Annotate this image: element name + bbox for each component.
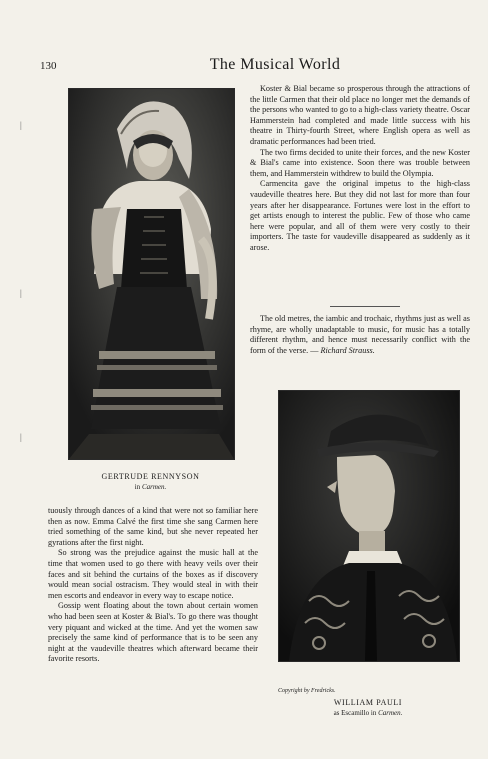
strauss-quote [250, 314, 470, 356]
caption-name: WILLIAM PAULI [333, 698, 403, 707]
portrait-woman-image [69, 89, 234, 459]
caption-name: GERTRUDE RENNYSON [101, 472, 200, 481]
quote-text: The old metres, the iambic and trochaic, rhythms just as well as rhyme, are wholly unadaptable to music, for music has a totally different rhythm, and hence must necessarily conflict with the form of the verse. — Richard Strauss. [250, 314, 470, 355]
quote-body: The old metres, the iambic and trochaic, rhythms just as well as rhyme, are wholly unadaptable to music, for music has a totally different rhythm, and hence must necessarily conflict with the form of the verse. [250, 314, 470, 355]
paragraph: Gossip went floating about the town about certain women who had been seen at Koster & Bial's. To go there was thought very piquant and wicked at the time. And yet the women saw precisely the same kind of performance that is to be seen any night at the vaudeville theatres which afterward became their favorite resorts. [48, 601, 258, 664]
running-title: The Musical World [209, 56, 341, 73]
quote-attribution: Richard Strauss. [320, 345, 375, 355]
paragraph: The two firms decided to unite their forces, and the new Koster & Bial's came into existence. Soon there was trouble between them, and Hammerstein withdrew to build the Olympia. [250, 147, 470, 178]
margin-mark: | [20, 120, 22, 130]
photo-william-pauli [278, 390, 460, 662]
portrait-man-image [279, 391, 459, 661]
caption-gertrude-rennyson [68, 472, 233, 492]
caption-role: Carmen. [141, 483, 167, 491]
caption-role-prefix: as Escamillo in [333, 709, 377, 717]
page-number: 130 [40, 60, 57, 72]
left-column-text [48, 506, 258, 665]
caption-role-prefix: in [134, 483, 141, 491]
paragraph: Koster & Bial became so prosperous through the attractions of the little Carmen that their old place no longer met the demands of the persons who wanted to go to a high-class variety theatre. Oscar Hammerstein had completed and made little success with his theatre in Thirty-fourth Street, where English opera as well as dramatic performances had been tried. [250, 84, 470, 146]
caption-role-line [278, 708, 458, 718]
margin-mark: | [20, 288, 22, 298]
photo-copyright: Copyright by Fredricks. [278, 688, 336, 694]
paragraph: Carmencita gave the original impetus to the high-class vaudeville theatres here. But they did not last for more than four years after her disappearance. Fortunes were lost in the effort to get artists enough to interest the public. Few of those who came here were popular, and all of them were very costly to their importers. The taste for vaudeville disappeared as suddenly as it arose. [250, 179, 470, 252]
caption-role-line [68, 482, 233, 492]
paragraph: So strong was the prejudice against the music hall at the time that women used to go there with heavy veils over their faces and sit behind the curtains of the boxes as if discovery would mean social ostracism. They would steal in with their men escorts and endeavor in every way to escape notice. [48, 548, 258, 600]
right-column-text [250, 84, 470, 254]
margin-mark: | [20, 432, 22, 442]
caption-role: Carmen. [378, 709, 403, 717]
paragraph-continued: tuously through dances of a kind that were not so familiar here then as now. Emma Calvé the first time she sang Carmen here tried something of the same kind, but she never repeated her gyrations after the first night. [48, 506, 258, 547]
caption-william-pauli [278, 698, 458, 718]
photo-gertrude-rennyson [68, 88, 235, 460]
section-divider [330, 306, 400, 307]
